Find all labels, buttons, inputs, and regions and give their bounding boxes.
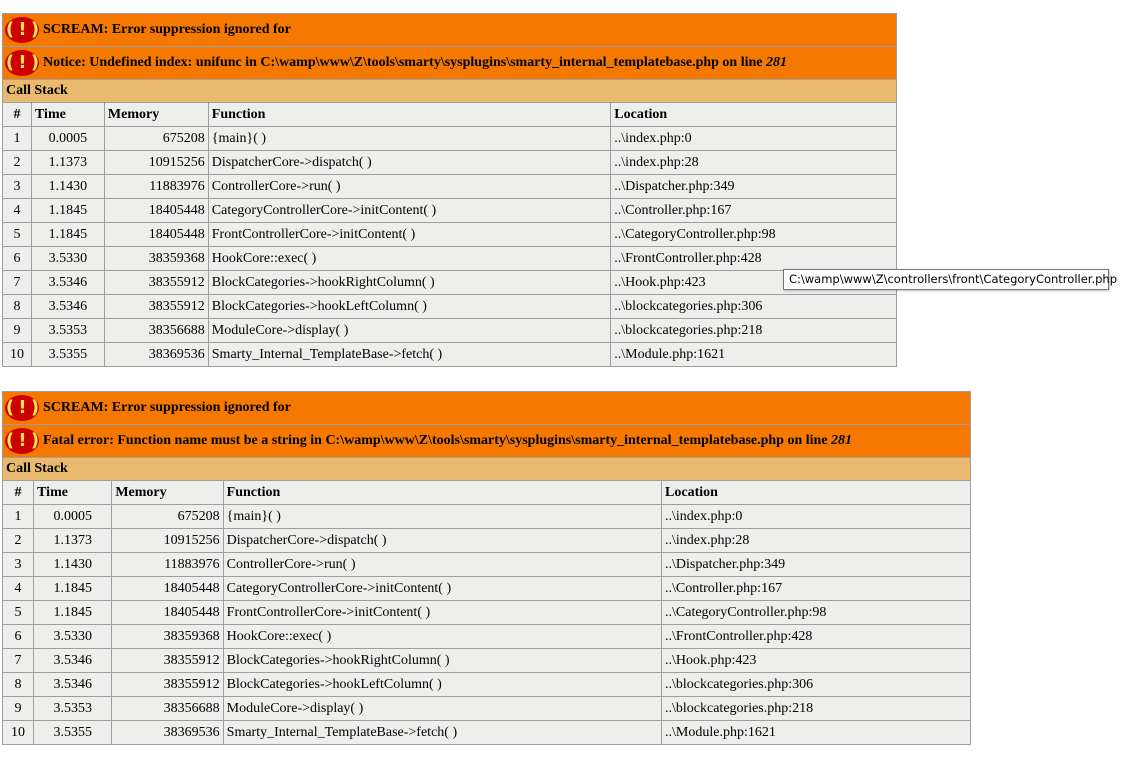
error-table-fatal xyxy=(2,391,971,745)
cell-number: 2 xyxy=(3,151,32,175)
cell-number: 4 xyxy=(3,199,32,223)
table-row xyxy=(3,601,971,625)
cell-number: 9 xyxy=(3,697,34,721)
table-row xyxy=(3,697,971,721)
cell-function: {main}( ) xyxy=(223,505,661,529)
cell-memory: 675208 xyxy=(104,127,208,151)
cell-memory: 38359368 xyxy=(112,625,223,649)
column-header-number: # xyxy=(3,103,32,127)
cell-number: 5 xyxy=(3,223,32,247)
column-header-memory: Memory xyxy=(104,103,208,127)
column-header-location: Location xyxy=(611,103,897,127)
cell-function: BlockCategories->hookRightColumn( ) xyxy=(223,649,661,673)
cell-memory: 18405448 xyxy=(104,223,208,247)
cell-location[interactable]: ..\blockcategories.php:306 xyxy=(662,673,971,697)
location-tooltip: C:\wamp\www\Z\controllers\front\CategoryController.php xyxy=(783,269,1109,290)
error-table-notice xyxy=(2,13,897,367)
error-message-row xyxy=(3,425,971,458)
cell-location[interactable]: ..\index.php:28 xyxy=(611,151,897,175)
cell-location[interactable]: ..\Dispatcher.php:349 xyxy=(611,175,897,199)
cell-memory: 38369536 xyxy=(112,721,223,745)
cell-number: 9 xyxy=(3,319,32,343)
cell-memory: 18405448 xyxy=(112,601,223,625)
cell-number: 1 xyxy=(3,505,34,529)
cell-time: 3.5330 xyxy=(34,625,112,649)
cell-location[interactable]: ..\CategoryController.php:98 xyxy=(611,223,897,247)
exclamation-icon: ( ! ) xyxy=(5,395,39,421)
cell-location[interactable]: ..\blockcategories.php:218 xyxy=(662,697,971,721)
table-row xyxy=(3,199,897,223)
error-message-text: Fatal error: Function name must be a string in C:\wamp\www\Z\tools\smarty\sysplugins\smarty_internal_templatebase.php on line xyxy=(43,433,832,448)
cell-location[interactable]: ..\Hook.php:423 xyxy=(611,271,897,295)
column-header-number: # xyxy=(3,481,34,505)
exclamation-icon: ( ! ) xyxy=(5,17,39,43)
cell-time: 0.0005 xyxy=(34,505,112,529)
table-row xyxy=(3,577,971,601)
table-row xyxy=(3,319,897,343)
cell-memory: 38355912 xyxy=(112,649,223,673)
cell-function: HookCore::exec( ) xyxy=(208,247,611,271)
cell-number: 3 xyxy=(3,175,32,199)
cell-number: 6 xyxy=(3,625,34,649)
cell-time: 0.0005 xyxy=(31,127,104,151)
cell-number: 3 xyxy=(3,553,34,577)
cell-memory: 18405448 xyxy=(112,577,223,601)
column-header-time: Time xyxy=(34,481,112,505)
cell-function: DispatcherCore->dispatch( ) xyxy=(223,529,661,553)
cell-time: 1.1845 xyxy=(31,199,104,223)
column-header-row xyxy=(3,103,897,127)
cell-location[interactable]: ..\FrontController.php:428 xyxy=(662,625,971,649)
cell-number: 7 xyxy=(3,271,32,295)
table-row xyxy=(3,673,971,697)
cell-time: 3.5355 xyxy=(31,343,104,367)
cell-number: 2 xyxy=(3,529,34,553)
cell-number: 7 xyxy=(3,649,34,673)
cell-number: 10 xyxy=(3,721,34,745)
cell-number: 4 xyxy=(3,577,34,601)
cell-time: 3.5346 xyxy=(31,295,104,319)
cell-function: CategoryControllerCore->initContent( ) xyxy=(208,199,611,223)
table-row xyxy=(3,625,971,649)
cell-time: 3.5330 xyxy=(31,247,104,271)
cell-function: ControllerCore->run( ) xyxy=(208,175,611,199)
table-row xyxy=(3,127,897,151)
table-row xyxy=(3,223,897,247)
error-message-text: Notice: Undefined index: unifunc in C:\wamp\www\Z\tools\smarty\sysplugins\smarty_internal_templatebase.php on line xyxy=(43,55,766,70)
cell-function: FrontControllerCore->initContent( ) xyxy=(208,223,611,247)
table-row xyxy=(3,553,971,577)
table-row xyxy=(3,271,897,295)
call-stack-label: Call Stack xyxy=(3,80,897,103)
cell-time: 3.5346 xyxy=(34,673,112,697)
cell-time: 1.1430 xyxy=(31,175,104,199)
scream-header xyxy=(3,14,897,47)
cell-function: BlockCategories->hookRightColumn( ) xyxy=(208,271,611,295)
table-row xyxy=(3,295,897,319)
cell-function: BlockCategories->hookLeftColumn( ) xyxy=(223,673,661,697)
cell-memory: 38355912 xyxy=(104,295,208,319)
cell-time: 3.5346 xyxy=(34,649,112,673)
cell-location[interactable]: ..\Hook.php:423 xyxy=(662,649,971,673)
cell-memory: 38355912 xyxy=(112,673,223,697)
column-header-function: Function xyxy=(223,481,661,505)
cell-location[interactable]: ..\index.php:0 xyxy=(611,127,897,151)
column-header-row xyxy=(3,481,971,505)
cell-location[interactable]: ..\index.php:0 xyxy=(662,505,971,529)
cell-function: Smarty_Internal_TemplateBase->fetch( ) xyxy=(208,343,611,367)
cell-function: FrontControllerCore->initContent( ) xyxy=(223,601,661,625)
cell-number: 5 xyxy=(3,601,34,625)
cell-function: DispatcherCore->dispatch( ) xyxy=(208,151,611,175)
cell-memory: 38356688 xyxy=(112,697,223,721)
cell-time: 1.1845 xyxy=(34,577,112,601)
cell-memory: 38359368 xyxy=(104,247,208,271)
scream-text: SCREAM: Error suppression ignored for xyxy=(43,22,291,37)
cell-time: 1.1373 xyxy=(34,529,112,553)
cell-function: Smarty_Internal_TemplateBase->fetch( ) xyxy=(223,721,661,745)
cell-memory: 38369536 xyxy=(104,343,208,367)
table-row xyxy=(3,247,897,271)
scream-header-row xyxy=(3,14,897,47)
cell-time: 3.5346 xyxy=(31,271,104,295)
cell-location[interactable]: ..\index.php:28 xyxy=(662,529,971,553)
cell-location[interactable]: ..\Module.php:1621 xyxy=(662,721,971,745)
cell-location[interactable]: ..\FrontController.php:428 xyxy=(611,247,897,271)
cell-number: 1 xyxy=(3,127,32,151)
cell-function: CategoryControllerCore->initContent( ) xyxy=(223,577,661,601)
cell-memory: 11883976 xyxy=(112,553,223,577)
call-stack-label: Call Stack xyxy=(3,458,971,481)
column-header-location: Location xyxy=(662,481,971,505)
cell-memory: 11883976 xyxy=(104,175,208,199)
error-line-number: 281 xyxy=(766,55,787,70)
cell-memory: 10915256 xyxy=(112,529,223,553)
cell-location[interactable]: ..\blockcategories.php:306 xyxy=(611,295,897,319)
column-header-time: Time xyxy=(31,103,104,127)
cell-location[interactable]: ..\blockcategories.php:218 xyxy=(611,319,897,343)
exclamation-icon: ( ! ) xyxy=(5,50,39,76)
table-row xyxy=(3,151,897,175)
scream-header xyxy=(3,392,971,425)
cell-function: ModuleCore->display( ) xyxy=(223,697,661,721)
cell-time: 3.5353 xyxy=(31,319,104,343)
scream-text: SCREAM: Error suppression ignored for xyxy=(43,400,291,415)
table-row xyxy=(3,505,971,529)
cell-time: 1.1845 xyxy=(34,601,112,625)
cell-location[interactable]: ..\Module.php:1621 xyxy=(611,343,897,367)
cell-time: 3.5353 xyxy=(34,697,112,721)
cell-function: ModuleCore->display( ) xyxy=(208,319,611,343)
cell-function: HookCore::exec( ) xyxy=(223,625,661,649)
cell-number: 6 xyxy=(3,247,32,271)
cell-memory: 675208 xyxy=(112,505,223,529)
table-row xyxy=(3,175,897,199)
table-row xyxy=(3,649,971,673)
table-row xyxy=(3,343,897,367)
cell-function: ControllerCore->run( ) xyxy=(223,553,661,577)
column-header-memory: Memory xyxy=(112,481,223,505)
error-message-row xyxy=(3,47,897,80)
cell-location[interactable]: ..\CategoryController.php:98 xyxy=(662,601,971,625)
cell-location[interactable]: ..\Dispatcher.php:349 xyxy=(662,553,971,577)
cell-function: BlockCategories->hookLeftColumn( ) xyxy=(208,295,611,319)
cell-time: 1.1373 xyxy=(31,151,104,175)
error-line-number: 281 xyxy=(831,433,853,448)
cell-time: 3.5355 xyxy=(34,721,112,745)
cell-memory: 38356688 xyxy=(104,319,208,343)
cell-number: 10 xyxy=(3,343,32,367)
cell-number: 8 xyxy=(3,673,34,697)
scream-header-row xyxy=(3,392,971,425)
cell-location[interactable]: ..\Controller.php:167 xyxy=(611,199,897,223)
column-header-function: Function xyxy=(208,103,611,127)
cell-memory: 38355912 xyxy=(104,271,208,295)
cell-time: 1.1845 xyxy=(31,223,104,247)
cell-function: {main}( ) xyxy=(208,127,611,151)
error-message xyxy=(3,47,897,80)
table-row xyxy=(3,529,971,553)
table-row xyxy=(3,721,971,745)
exclamation-icon: ( ! ) xyxy=(5,428,39,454)
cell-memory: 18405448 xyxy=(104,199,208,223)
cell-memory: 10915256 xyxy=(104,151,208,175)
cell-location[interactable]: ..\Controller.php:167 xyxy=(662,577,971,601)
error-message xyxy=(3,425,971,458)
cell-time: 1.1430 xyxy=(34,553,112,577)
cell-number: 8 xyxy=(3,295,32,319)
